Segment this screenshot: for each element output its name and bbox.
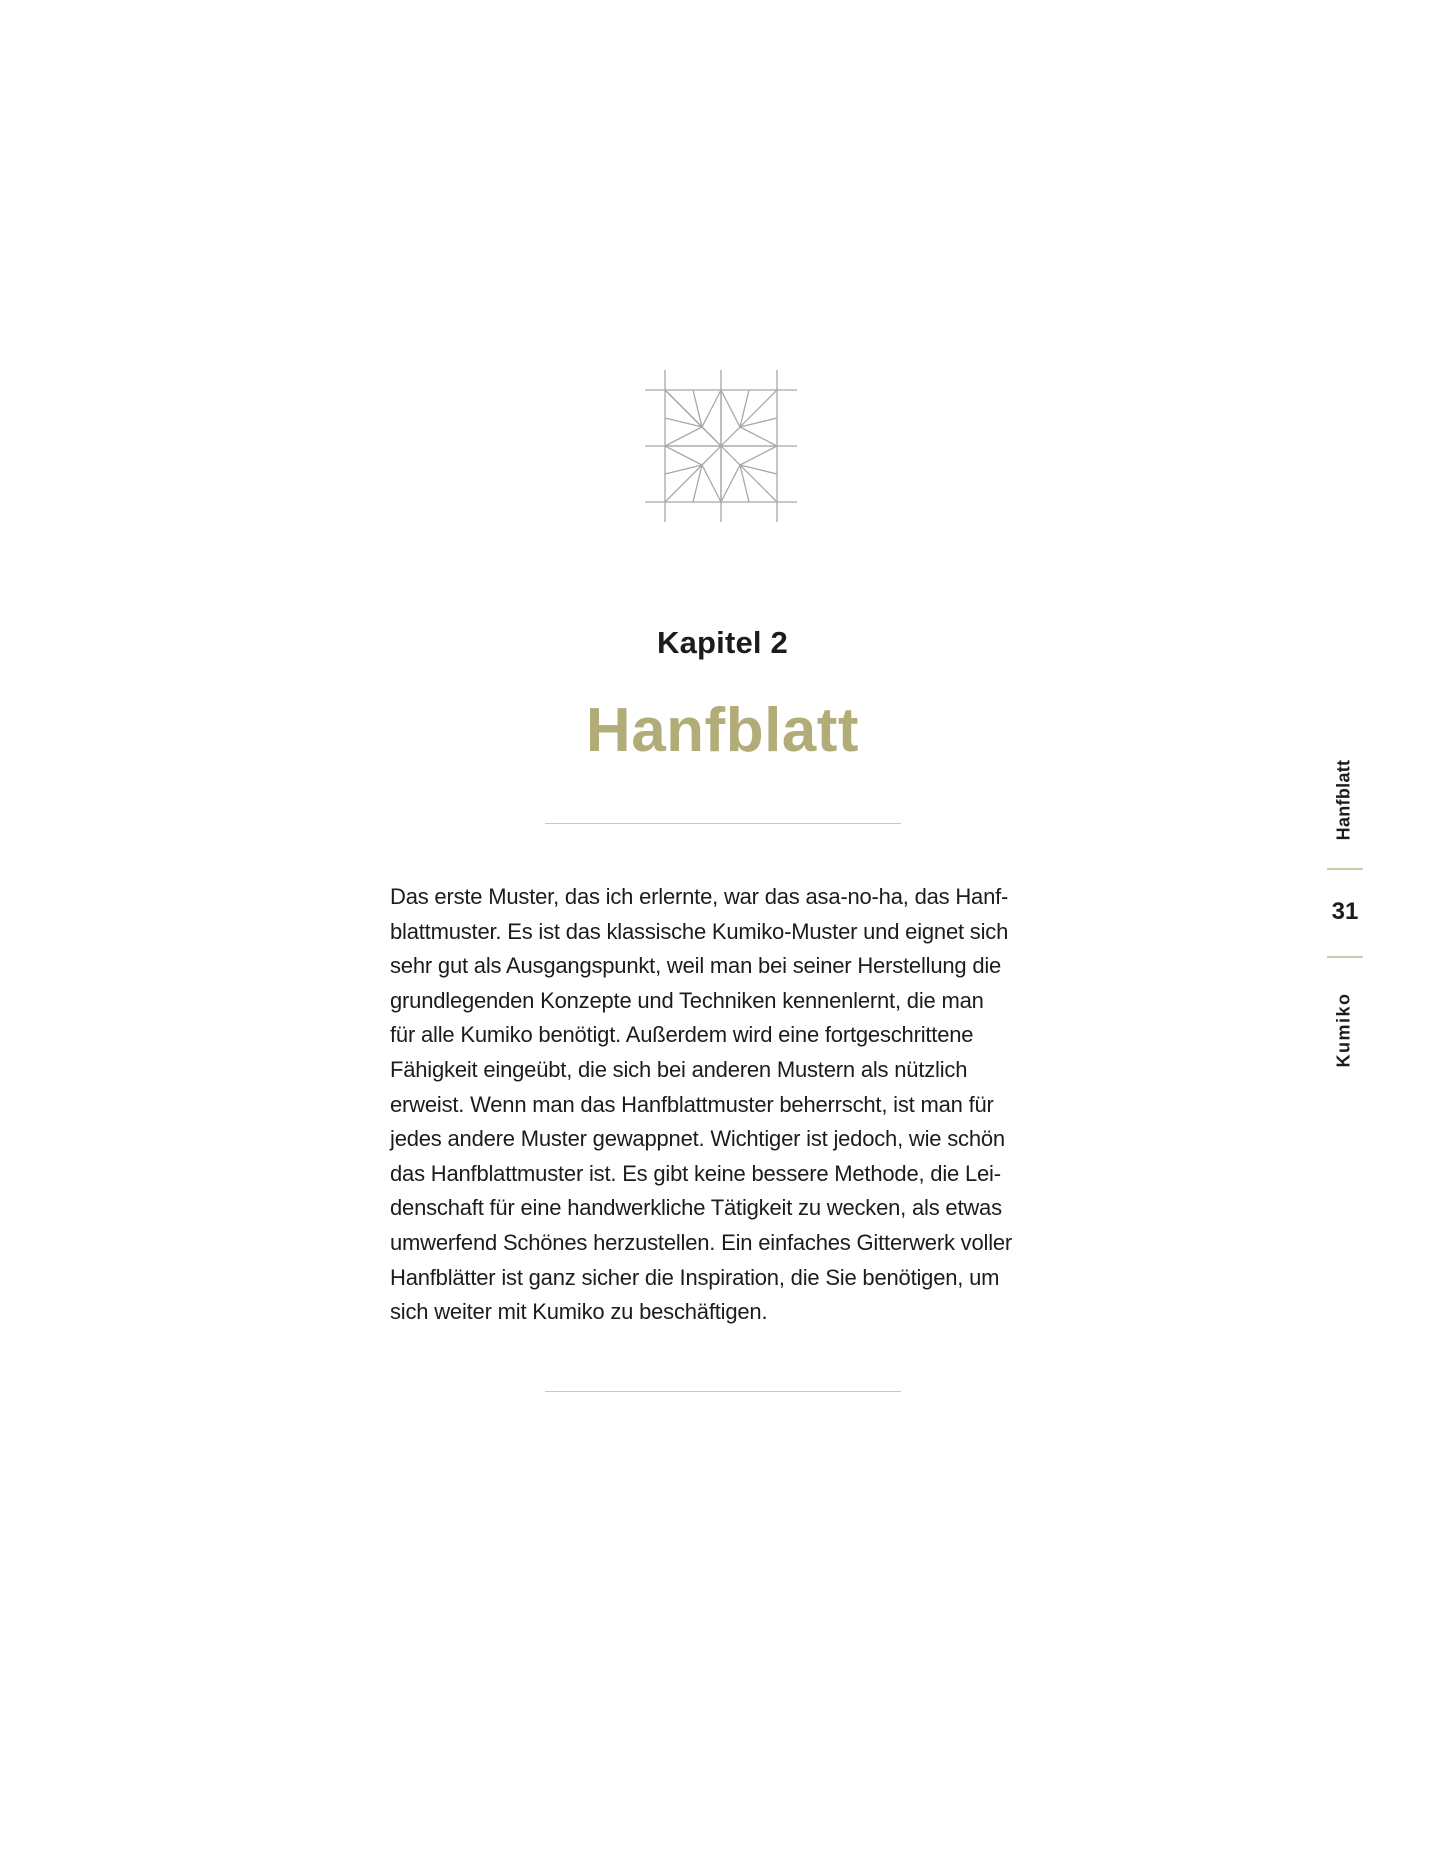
- asanoha-pattern-icon: [645, 370, 797, 522]
- top-divider: [545, 823, 901, 824]
- paragraph-line: umwerfend Schönes herzustellen. Ein einfaches Gitterwerk voller: [390, 1229, 1013, 1255]
- paragraph-line: Das erste Muster, das ich erlernte, war das asa-no-ha, das Hanf-: [390, 884, 1009, 909]
- paragraph-line: sich weiter mit Kumiko zu beschäftigen.: [390, 1299, 768, 1325]
- paragraph-line: Hanfblätter ist ganz sicher die Inspiration, die Sie benötigen, um: [390, 1264, 1000, 1290]
- chapter-title: Hanfblatt: [585, 696, 860, 765]
- paragraph-line: das Hanfblattmuster ist. Es gibt keine bessere Methode, die Lei-: [390, 1160, 1001, 1186]
- intro-paragraph: [390, 880, 1070, 1330]
- side-tab-divider: [1327, 868, 1363, 870]
- bottom-divider: [545, 1391, 901, 1392]
- paragraph-line: denschaft für eine handwerkliche Tätigkeit zu wecken, als etwas: [390, 1195, 1002, 1221]
- side-tab-divider: [1327, 956, 1363, 958]
- chapter-number: Kapitel 2: [656, 625, 788, 660]
- side-tab-book-title: Kumiko: [1333, 992, 1354, 1068]
- paragraph-line: für alle Kumiko benötigt. Außerdem wird eine fortgeschrittene: [390, 1022, 974, 1048]
- paragraph-line: grundlegenden Konzepte und Techniken kennenlernt, die man: [390, 987, 984, 1013]
- paragraph-line: jedes andere Muster gewappnet. Wichtiger ist jedoch, wie schön: [390, 1126, 1005, 1152]
- side-tab-section-title: Hanfblatt: [1333, 759, 1354, 841]
- page-number: 31: [1331, 898, 1359, 925]
- paragraph-line: erweist. Wenn man das Hanfblattmuster beherrscht, ist man für: [390, 1091, 994, 1117]
- paragraph-line: blattmuster. Es ist das klassische Kumiko-Muster und eignet sich: [390, 918, 1009, 944]
- paragraph-line: sehr gut als Ausgangspunkt, weil man bei seiner Herstellung die: [390, 953, 1002, 979]
- paragraph-line: Fähigkeit eingeübt, die sich bei anderen Mustern als nützlich: [390, 1056, 968, 1082]
